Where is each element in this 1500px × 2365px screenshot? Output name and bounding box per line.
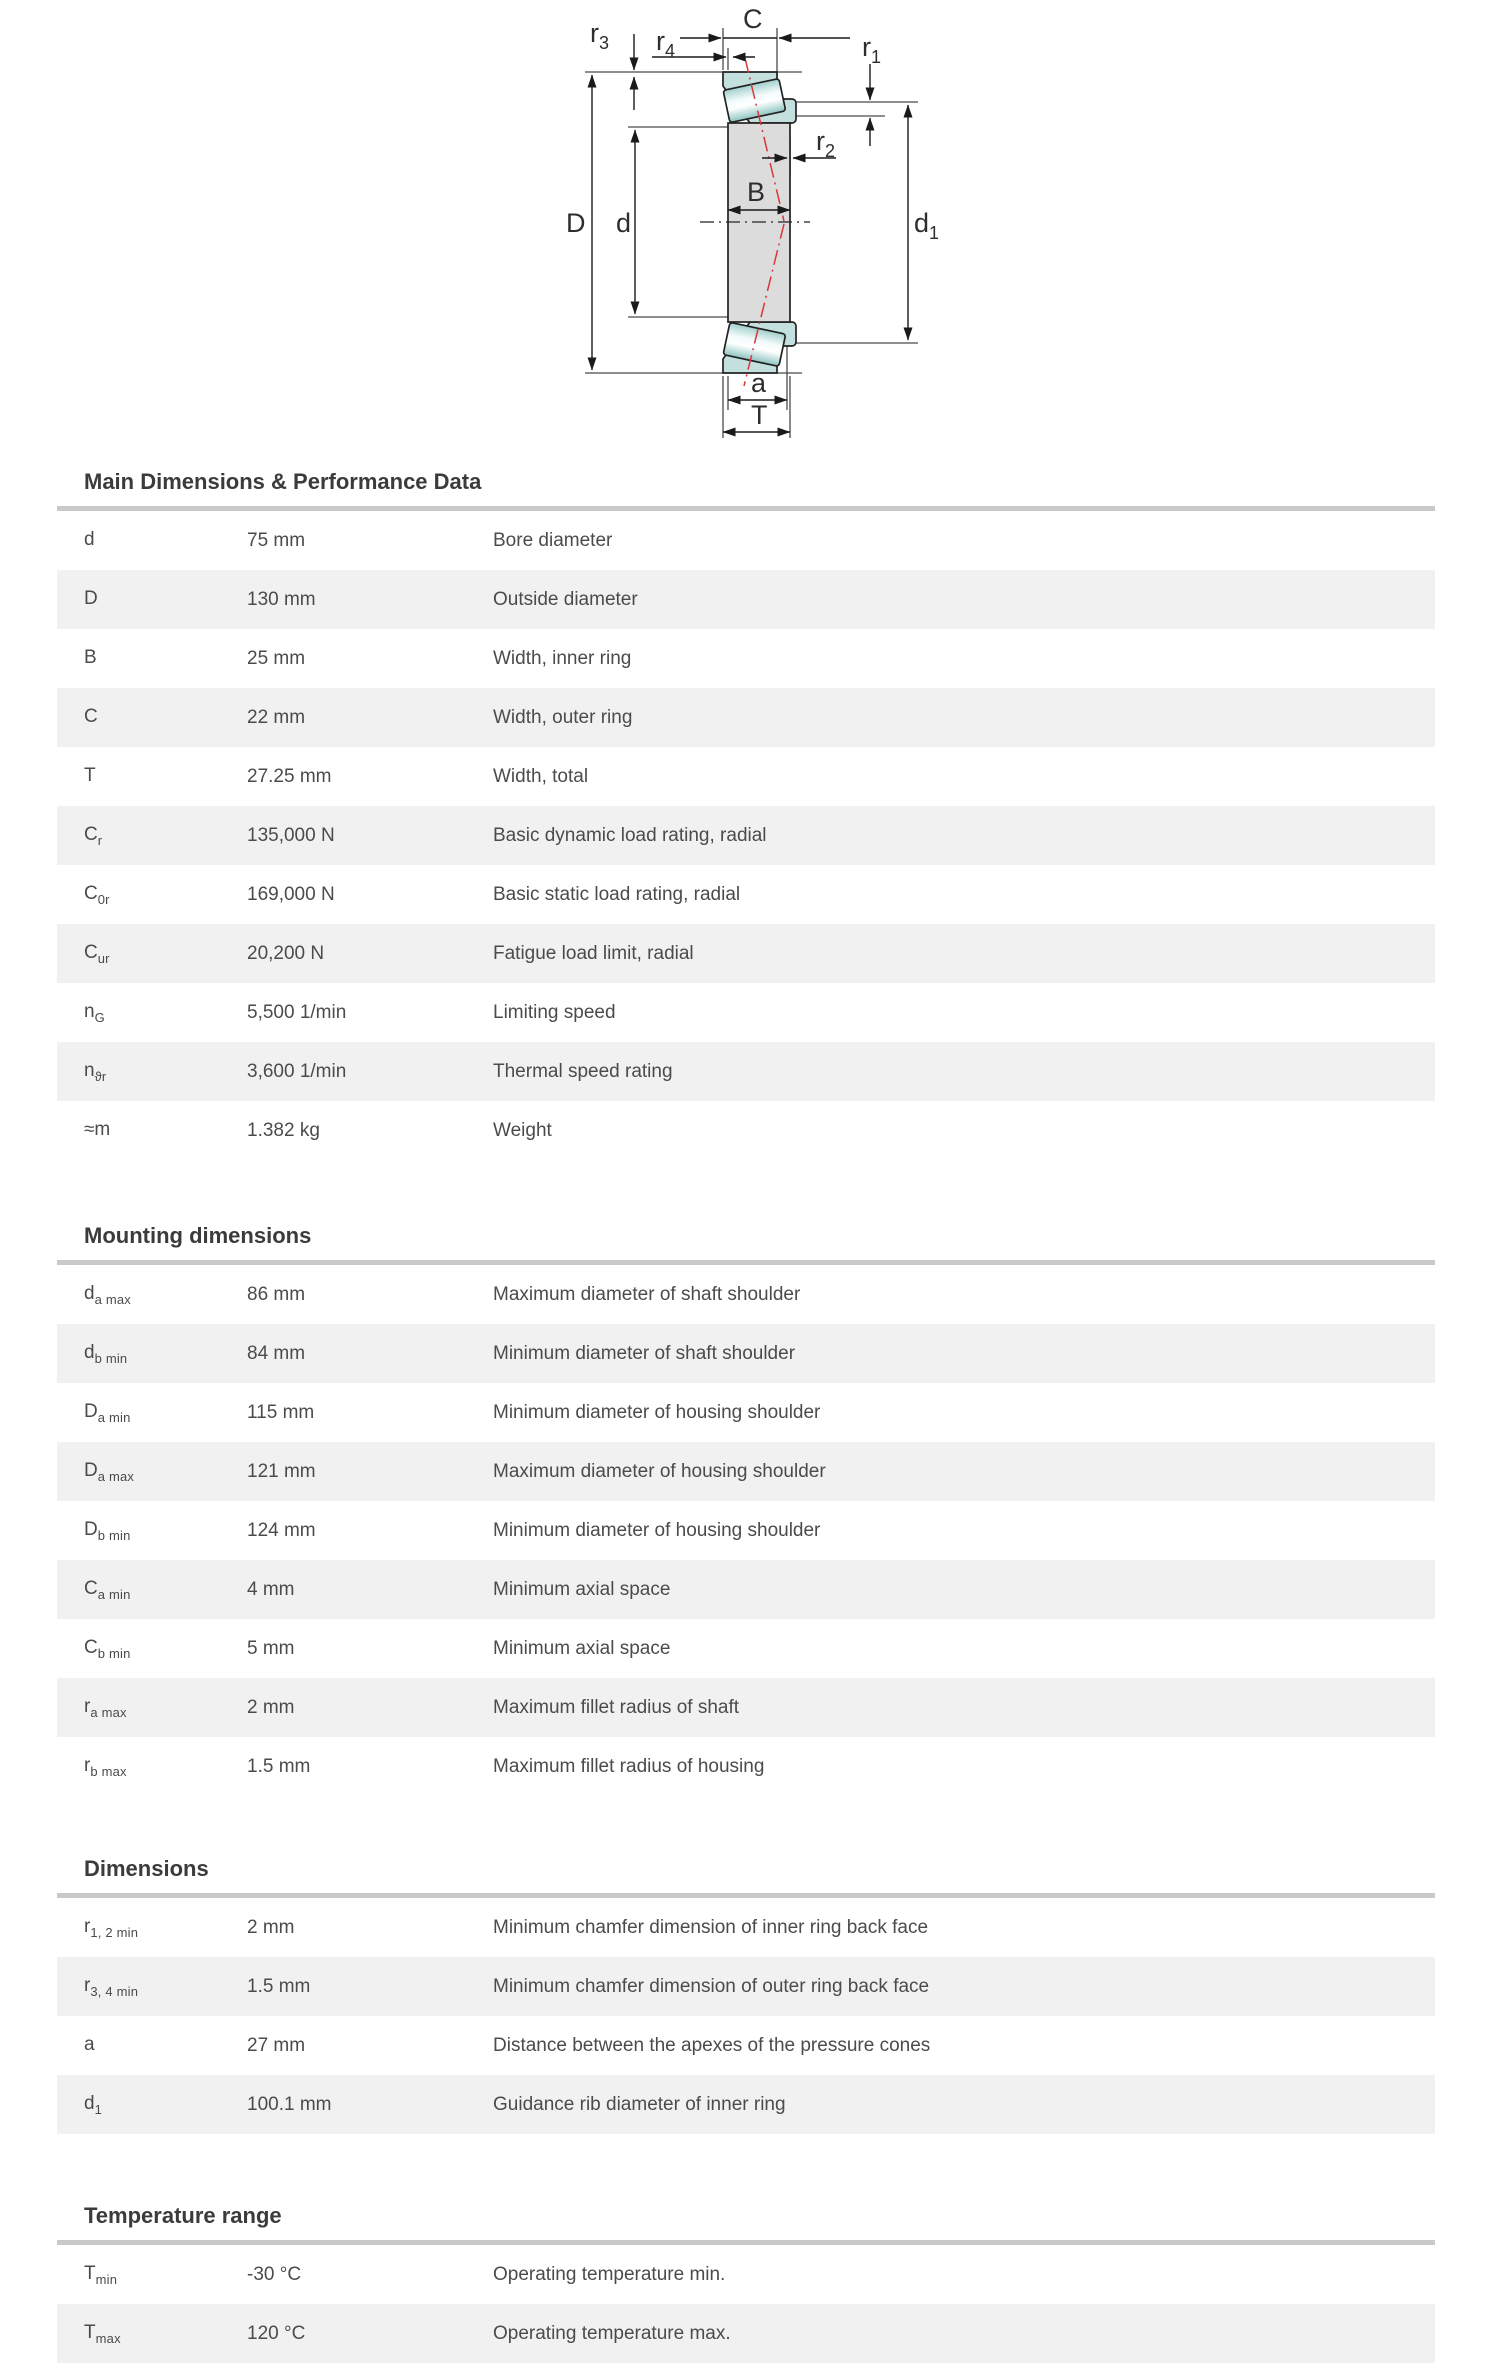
- table-row: [57, 2016, 1435, 2075]
- parameter-value: 135,000 N: [247, 824, 335, 846]
- dim-label-d: d: [616, 208, 632, 238]
- table-row: [57, 1898, 1435, 1957]
- parameter-description: Basic static load rating, radial: [493, 883, 741, 905]
- dim-label-d1: $d_1$: [914, 208, 940, 243]
- parameter-symbol: $C_{a min}$: [84, 1577, 131, 1603]
- parameter-symbol: T: [84, 764, 96, 786]
- dim-label-D: D: [566, 208, 586, 238]
- parameter-value: 84 mm: [247, 1342, 306, 1364]
- parameter-description: Minimum chamfer dimension of inner ring back face: [493, 1916, 929, 1938]
- table-row: [57, 1737, 1435, 1796]
- section-title: Mounting dimensions: [84, 1223, 312, 1248]
- parameter-value: 3,600 1/min: [247, 1060, 347, 1082]
- table: [57, 1898, 1435, 2134]
- parameter-value: 20,200 N: [247, 942, 325, 964]
- parameter-symbol: C: [84, 705, 98, 727]
- dim-label-r3: $r_3$: [590, 18, 610, 53]
- parameter-description: Width, total: [493, 765, 589, 787]
- parameter-symbol: $r_{a max}$: [84, 1695, 127, 1721]
- parameter-description: Minimum axial space: [493, 1578, 671, 1600]
- parameter-description: Operating temperature max.: [493, 2322, 731, 2344]
- parameter-description: Thermal speed rating: [493, 1060, 673, 1082]
- parameter-value: 25 mm: [247, 647, 306, 669]
- parameter-description: Bore diameter: [493, 529, 613, 551]
- table: [57, 2245, 1435, 2363]
- parameter-value: 130 mm: [247, 588, 316, 610]
- parameter-symbol: $T_{max}$: [84, 2321, 121, 2347]
- parameter-value: 22 mm: [247, 706, 306, 728]
- table-row: [57, 2075, 1435, 2134]
- parameter-value: 169,000 N: [247, 883, 335, 905]
- table-row: [57, 983, 1435, 1042]
- parameter-symbol: d: [84, 528, 95, 550]
- parameter-description: Maximum diameter of housing shoulder: [493, 1460, 826, 1482]
- parameter-symbol: $n_{ϑr}$: [84, 1059, 107, 1085]
- parameter-value: 120 °C: [247, 2322, 306, 2344]
- parameter-symbol: $r_{3, 4 min}$: [84, 1974, 139, 2000]
- parameter-description: Weight: [493, 1119, 552, 1141]
- table-row: [57, 1324, 1435, 1383]
- dim-label-r1: $r_1$: [862, 32, 882, 67]
- parameter-value: 1.382 kg: [247, 1119, 320, 1141]
- parameter-value: 27 mm: [247, 2034, 306, 2056]
- parameter-description: Basic dynamic load rating, radial: [493, 824, 767, 846]
- parameter-description: Minimum axial space: [493, 1637, 671, 1659]
- parameter-value: 1.5 mm: [247, 1975, 311, 1997]
- parameter-description: Fatigue load limit, radial: [493, 942, 694, 964]
- parameter-description: Operating temperature min.: [493, 2263, 726, 2285]
- parameter-value: 1.5 mm: [247, 1755, 311, 1777]
- parameter-symbol: $T_{min}$: [84, 2262, 118, 2288]
- table: [57, 511, 1435, 1160]
- parameter-description: Minimum diameter of shaft shoulder: [493, 1342, 796, 1364]
- parameter-value: -30 °C: [247, 2263, 302, 2285]
- parameter-symbol: $C_r$: [84, 823, 103, 849]
- table-row: [57, 1042, 1435, 1101]
- table-row: [57, 806, 1435, 865]
- table-row: [57, 1957, 1435, 2016]
- section-title: Main Dimensions & Performance Data: [84, 469, 482, 494]
- parameter-value: 121 mm: [247, 1460, 316, 1482]
- parameter-value: 5 mm: [247, 1637, 295, 1659]
- dim-label-a: a: [751, 368, 767, 398]
- parameter-description: Limiting speed: [493, 1001, 616, 1023]
- parameter-value: 2 mm: [247, 1916, 295, 1938]
- parameter-symbol: $r_{b max}$: [84, 1754, 127, 1780]
- table-row: [57, 924, 1435, 983]
- table-row: [57, 1678, 1435, 1737]
- dim-label-T: T: [751, 400, 768, 430]
- parameter-description: Maximum fillet radius of housing: [493, 1755, 765, 1777]
- parameter-description: Maximum diameter of shaft shoulder: [493, 1283, 801, 1305]
- parameter-symbol: $C_{0r}$: [84, 882, 110, 908]
- parameter-value: 124 mm: [247, 1519, 316, 1541]
- parameter-description: Width, outer ring: [493, 706, 633, 728]
- dim-label-r2: $r_2$: [816, 126, 836, 161]
- table-row: [57, 629, 1435, 688]
- parameter-symbol: $n_G$: [84, 1000, 105, 1026]
- table-row: [57, 2304, 1435, 2363]
- parameter-symbol: $d_{a max}$: [84, 1282, 131, 1308]
- parameter-symbol: $d_1$: [84, 2092, 103, 2118]
- parameter-description: Minimum diameter of housing shoulder: [493, 1519, 821, 1541]
- parameter-symbol: $D_{a min}$: [84, 1400, 131, 1426]
- parameter-symbol: D: [84, 587, 98, 609]
- table-row: [57, 1501, 1435, 1560]
- table-row: [57, 1442, 1435, 1501]
- table-row: [57, 511, 1435, 570]
- parameter-symbol: $r_{1, 2 min}$: [84, 1915, 139, 1941]
- section-dimensions: [57, 1855, 1435, 2134]
- table-row: [57, 747, 1435, 806]
- section-title: Temperature range: [84, 2203, 282, 2228]
- parameter-value: 4 mm: [247, 1578, 295, 1600]
- parameter-description: Guidance rib diameter of inner ring: [493, 2093, 786, 2115]
- section-main-dimensions: [57, 468, 1435, 1160]
- section-mounting-dimensions: [57, 1222, 1435, 1796]
- parameter-symbol: a: [84, 2033, 95, 2055]
- parameter-description: Minimum diameter of housing shoulder: [493, 1401, 821, 1423]
- table-row: [57, 1101, 1435, 1160]
- parameter-description: Minimum chamfer dimension of outer ring back face: [493, 1975, 930, 1997]
- table-row: [57, 688, 1435, 747]
- spec-tables: [57, 0, 1435, 2363]
- parameter-description: Outside diameter: [493, 588, 638, 610]
- table-row: [57, 865, 1435, 924]
- table-row: [57, 570, 1435, 629]
- table-row: [57, 1560, 1435, 1619]
- dim-label-C: C: [743, 4, 763, 34]
- section-temperature-range: [57, 2202, 1435, 2363]
- parameter-description: Distance between the apexes of the pressure cones: [493, 2034, 931, 2056]
- dim-label-B: B: [747, 177, 766, 207]
- parameter-symbol: $C_{ur}$: [84, 941, 110, 967]
- parameter-symbol: B: [84, 646, 97, 668]
- parameter-symbol: $d_{b min}$: [84, 1341, 128, 1367]
- parameter-symbol: ≈m: [84, 1118, 111, 1140]
- table: [57, 1265, 1435, 1796]
- parameter-value: 86 mm: [247, 1283, 306, 1305]
- table-row: [57, 1265, 1435, 1324]
- dim-label-r4: $r_4$: [656, 26, 676, 61]
- parameter-symbol: $D_{b min}$: [84, 1518, 131, 1544]
- parameter-description: Width, inner ring: [493, 647, 632, 669]
- parameter-value: 100.1 mm: [247, 2093, 332, 2115]
- parameter-symbol: $C_{b min}$: [84, 1636, 131, 1662]
- parameter-description: Maximum fillet radius of shaft: [493, 1696, 740, 1718]
- parameter-value: 75 mm: [247, 529, 306, 551]
- table-row: [57, 2245, 1435, 2304]
- table-row: [57, 1619, 1435, 1678]
- parameter-value: 115 mm: [247, 1401, 315, 1423]
- section-title: Dimensions: [84, 1856, 209, 1881]
- parameter-value: 2 mm: [247, 1696, 295, 1718]
- parameter-symbol: $D_{a max}$: [84, 1459, 135, 1485]
- parameter-value: 27.25 mm: [247, 765, 332, 787]
- table-row: [57, 1383, 1435, 1442]
- parameter-value: 5,500 1/min: [247, 1001, 347, 1023]
